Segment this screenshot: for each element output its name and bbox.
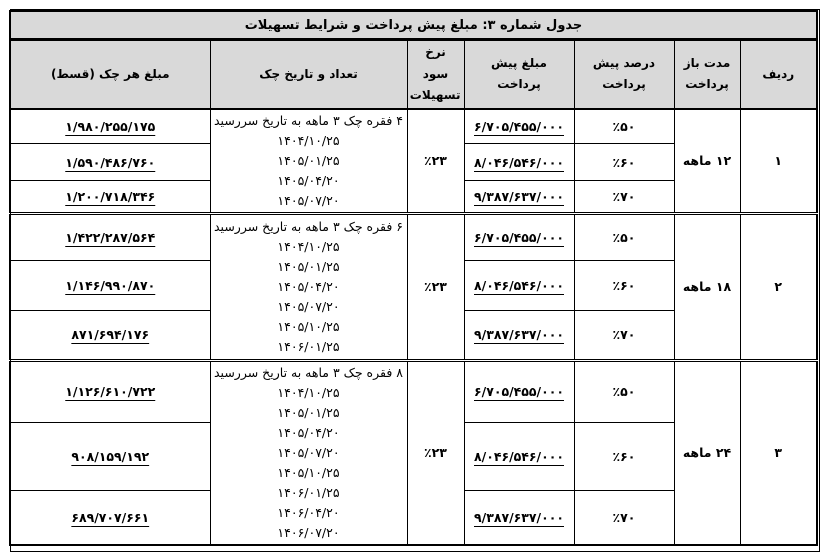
percent-cell: ٪۶۰ — [574, 422, 674, 490]
check-dates-list: ۱۴۰۴/۱۰/۲۵ ۱۴۰۵/۰۱/۲۵ ۱۴۰۵/۰۴/۲۰ ۱۴۰۵/۰۷/۲۰ ۱۴۰۵/۱۰/۲۵ ۱۴۰۶/۰۱/۲۵ ۱۴۰۶/۰۴/۲۰ ۱۴۰۶/۰۷/۲۰ — [277, 384, 340, 540]
percent-cell: ٪۷۰ — [574, 310, 674, 360]
checks-title: ۶ فقره چک ۳ ماهه به تاریخ سررسید — [214, 218, 403, 234]
prepayment-cell: ۹/۳۸۷/۶۳۷/۰۰۰ — [464, 310, 574, 360]
duration-cell: ۱۲ ماهه — [674, 109, 740, 214]
header-row-number: ردیف — [740, 40, 817, 109]
percent-cell: ٪۷۰ — [574, 181, 674, 213]
percent-cell: ٪۶۰ — [574, 260, 674, 310]
installment-cell: ۱/۴۲۲/۲۸۷/۵۶۴ — [10, 213, 210, 260]
duration-cell: ۱۸ ماهه — [674, 213, 740, 360]
checks-title: ۸ فقره چک ۳ ماهه به تاریخ سررسید — [214, 364, 403, 380]
block1-row1 — [10, 109, 817, 143]
installment-cell: ۱/۱۴۶/۹۹۰/۸۷۰ — [10, 260, 210, 310]
installment-cell: ۱/۱۲۶/۶۱۰/۷۲۲ — [10, 360, 210, 422]
prepayment-cell: ۶/۷۰۵/۴۵۵/۰۰۰ — [464, 360, 574, 422]
checks-title: ۴ فقره چک ۳ ماهه به تاریخ سررسید — [214, 112, 403, 128]
duration-cell: ۲۴ ماهه — [674, 360, 740, 545]
rate-cell: ٪۲۳ — [407, 360, 464, 545]
rate-cell: ٪۲۳ — [407, 109, 464, 214]
prepayment-cell: ۶/۷۰۵/۴۵۵/۰۰۰ — [464, 213, 574, 260]
table-title: جدول شماره ۳: مبلغ پیش پرداخت و شرایط تسهیلات — [10, 11, 817, 40]
header-duration: مدت باز پرداخت — [674, 40, 740, 109]
percent-cell: ٪۵۰ — [574, 109, 674, 143]
percent-cell: ٪۶۰ — [574, 143, 674, 181]
installment-cell: ۱/۵۹۰/۴۸۶/۷۶۰ — [10, 143, 210, 181]
checks-cell — [210, 360, 407, 545]
installment-cell: ۱/۲۰۰/۷۱۸/۳۴۶ — [10, 181, 210, 213]
row-number-cell: ۳ — [740, 360, 817, 545]
check-dates-list: ۱۴۰۴/۱۰/۲۵ ۱۴۰۵/۰۱/۲۵ ۱۴۰۵/۰۴/۲۰ ۱۴۰۵/۰۷/۲۰ — [277, 132, 340, 208]
prepayment-cell: ۹/۳۸۷/۶۳۷/۰۰۰ — [464, 490, 574, 545]
installment-cell: ۶۸۹/۷۰۷/۶۶۱ — [10, 490, 210, 545]
prepayment-cell: ۹/۳۸۷/۶۳۷/۰۰۰ — [464, 181, 574, 213]
installment-cell: ۸۷۱/۶۹۴/۱۷۶ — [10, 310, 210, 360]
checks-cell — [210, 213, 407, 360]
facility-table — [9, 10, 818, 546]
installment-cell: ۹۰۸/۱۵۹/۱۹۲ — [10, 422, 210, 490]
percent-cell: ٪۵۰ — [574, 360, 674, 422]
facility-table-frame — [10, 9, 820, 552]
row-number-cell: ۱ — [740, 109, 817, 214]
block2-row1 — [10, 213, 817, 260]
table-header-row — [10, 40, 817, 109]
prepayment-cell: ۸/۰۴۶/۵۴۶/۰۰۰ — [464, 422, 574, 490]
percent-cell: ٪۷۰ — [574, 490, 674, 545]
block3-row1 — [10, 360, 817, 422]
percent-cell: ٪۵۰ — [574, 213, 674, 260]
installment-cell: ۱/۹۸۰/۲۵۵/۱۷۵ — [10, 109, 210, 143]
prepayment-cell: ۸/۰۴۶/۵۴۶/۰۰۰ — [464, 143, 574, 181]
rate-cell: ٪۲۳ — [407, 213, 464, 360]
header-rate: نرخ سود تسهیلات — [407, 40, 464, 109]
header-installment: مبلغ هر چک (قسط) — [10, 40, 210, 109]
checks-cell — [210, 109, 407, 214]
prepayment-cell: ۶/۷۰۵/۴۵۵/۰۰۰ — [464, 109, 574, 143]
row-number-cell: ۲ — [740, 213, 817, 360]
prepayment-cell: ۸/۰۴۶/۵۴۶/۰۰۰ — [464, 260, 574, 310]
check-dates-list: ۱۴۰۴/۱۰/۲۵ ۱۴۰۵/۰۱/۲۵ ۱۴۰۵/۰۴/۲۰ ۱۴۰۵/۰۷/۲۰ ۱۴۰۵/۱۰/۲۵ ۱۴۰۶/۰۱/۲۵ — [277, 238, 340, 354]
header-checks: تعداد و تاریخ چک — [210, 40, 407, 109]
table-title-row — [10, 11, 817, 40]
header-percent: درصد پیش پرداخت — [574, 40, 674, 109]
header-prepayment: مبلغ پیش پرداخت — [464, 40, 574, 109]
